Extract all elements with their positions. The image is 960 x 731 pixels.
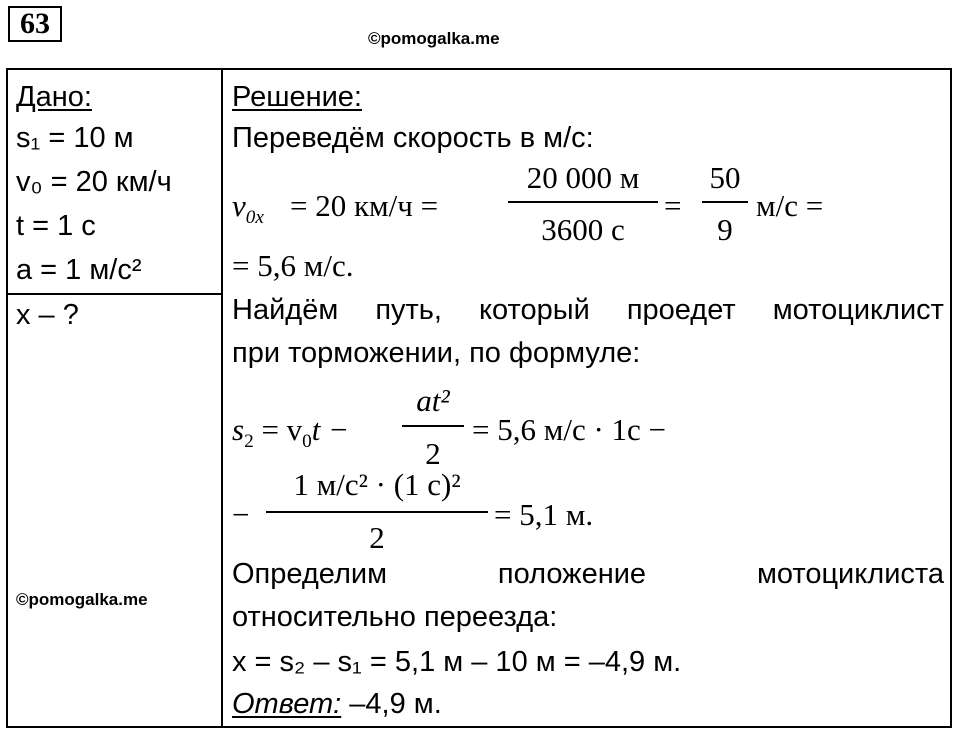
eq2-frac-bar — [402, 425, 464, 427]
solution-title: Решение: — [232, 81, 362, 113]
eq1-equals: = — [664, 188, 682, 223]
eq3-frac-bar — [266, 511, 488, 513]
answer-line — [232, 687, 442, 721]
problem-number: 63 — [8, 6, 62, 42]
eq1-tail: м/с = — [756, 188, 824, 223]
watermark-left: ©pomogalka.me — [16, 590, 148, 609]
answer-value: –4,9 м. — [341, 688, 442, 720]
eq1-continuation: = 5,6 м/с. — [232, 248, 354, 283]
eq2-tail: = 5,6 м/с · 1с − — [472, 412, 667, 447]
eq1-frac2-bar — [702, 201, 748, 203]
eq3-frac-denominator: 2 — [369, 520, 385, 555]
eq1-frac1-numerator: 20 000 м — [526, 160, 640, 195]
given-a: a = 1 м/с² — [16, 254, 142, 286]
given-title: Дано: — [16, 81, 92, 113]
x-equation: x = s₂ – s₁ = 5,1 м – 10 м = –4,9 м. — [232, 646, 682, 678]
watermark-top: ©pomogalka.me — [368, 29, 500, 48]
path-text-line1: Найдём путь, который проедет мотоциклист — [232, 294, 944, 326]
position-text-line2: относительно переезда: — [232, 601, 558, 633]
eq2-lhs: $s_2 = v_0t$ − — [232, 412, 350, 453]
given-t: t = 1 с — [16, 210, 96, 242]
convert-text: Переведём скорость в м/с: — [232, 122, 594, 154]
eq1-middle: = 20 км/ч = — [290, 188, 439, 223]
position-text-line1: Определим положение мотоциклиста — [232, 558, 944, 590]
eq1-frac1-denominator: 3600 с — [541, 212, 625, 247]
given-s1: s₁ = 10 м — [16, 122, 134, 154]
eq1-frac2-numerator: 50 — [709, 160, 741, 195]
eq1-lhs: $v_{0x}$ — [232, 188, 264, 229]
eq3-lead: − — [232, 497, 250, 532]
given-v0: v₀ = 20 км/ч — [16, 166, 172, 198]
eq3-frac-numerator: 1 м/с² · (1 с)² — [293, 467, 461, 502]
eq3-tail: = 5,1 м. — [494, 497, 594, 532]
given-divider — [6, 293, 222, 295]
find-x: x – ? — [16, 299, 79, 331]
path-text-line2: при торможении, по формуле: — [232, 337, 641, 369]
eq1-frac1-bar — [508, 201, 658, 203]
column-divider — [221, 68, 223, 728]
answer-label: Ответ: — [232, 688, 342, 720]
eq2-frac-numerator: at² — [416, 383, 450, 418]
eq2-frac-denominator: 2 — [425, 436, 441, 471]
eq1-frac2-denominator: 9 — [717, 212, 733, 247]
